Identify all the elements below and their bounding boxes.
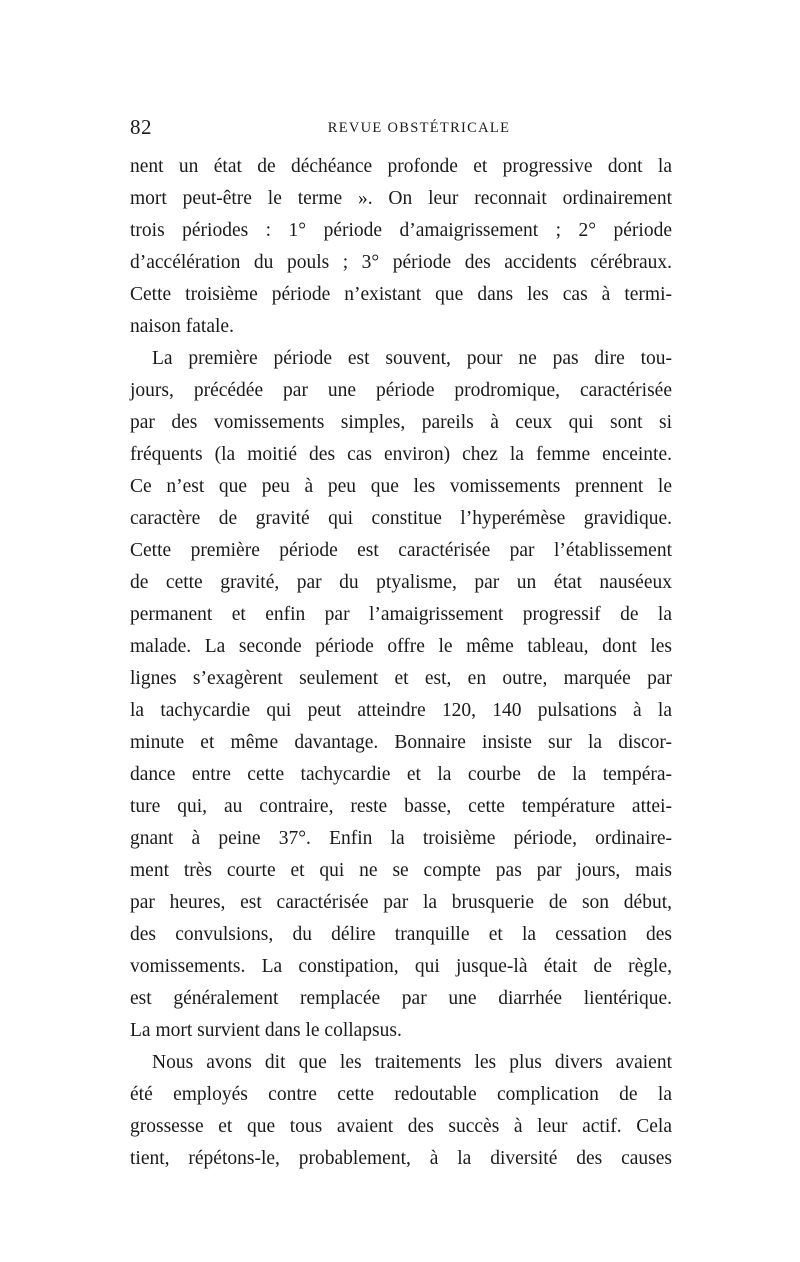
text-line: naison fatale. bbox=[130, 316, 234, 337]
text-line: La mort survient dans le collapsus. bbox=[130, 1020, 402, 1041]
text-line: La première période est souvent, pour ne pas dire tou- bbox=[152, 348, 672, 369]
text-line: jours, précédée par une période prodromique, caractérisée bbox=[130, 380, 672, 401]
text-line: fréquents (la moitié des cas environ) chez la femme enceinte. bbox=[130, 444, 672, 465]
text-line: Cette troisième période n’existant que dans les cas à termi- bbox=[130, 284, 672, 305]
text-line: malade. La seconde période offre le même tableau, dont les bbox=[130, 636, 672, 657]
text-line: mort peut-être le terme ». On leur reconnait ordinairement bbox=[130, 188, 672, 209]
text-line: par des vomissements simples, pareils à ceux qui sont si bbox=[130, 412, 672, 433]
text-line: minute et même davantage. Bonnaire insiste sur la discor- bbox=[130, 732, 672, 753]
text-line: ment très courte et qui ne se compte pas par jours, mais bbox=[130, 860, 672, 881]
running-title: REVUE OBSTÉTRICALE bbox=[327, 120, 511, 136]
text-line: nent un état de déchéance profonde et progressive dont la bbox=[130, 156, 672, 177]
text-line: par heures, est caractérisée par la brusquerie de son début, bbox=[130, 892, 672, 913]
text-line: permanent et enfin par l’amaigrissement progressif de la bbox=[130, 604, 672, 625]
text-line: gnant à peine 37°. Enfin la troisième période, ordinaire- bbox=[130, 828, 672, 849]
text-line: dance entre cette tachycardie et la courbe de la tempéra- bbox=[130, 764, 672, 785]
text-line: ture qui, au contraire, reste basse, cette température attei- bbox=[130, 796, 672, 817]
text-line: Ce n’est que peu à peu que les vomissements prennent le bbox=[130, 476, 672, 497]
page-number: 82 bbox=[130, 115, 152, 139]
text-line: de cette gravité, par du ptyalisme, par un état nauséeux bbox=[130, 572, 672, 593]
body-text bbox=[130, 151, 672, 1175]
text-line: des convulsions, du délire tranquille et la cessation des bbox=[130, 924, 672, 945]
text-line: grossesse et que tous avaient des succès à leur actif. Cela bbox=[130, 1116, 672, 1137]
text-line: tient, répétons-le, probablement, à la diversité des causes bbox=[130, 1148, 672, 1169]
text-line: la tachycardie qui peut atteindre 120, 140 pulsations à la bbox=[130, 700, 672, 721]
text-line: d’accélération du pouls ; 3° période des accidents cérébraux. bbox=[130, 252, 672, 273]
text-line: trois périodes : 1° période d’amaigrissement ; 2° période bbox=[130, 220, 672, 241]
text-line: Nous avons dit que les traitements les plus divers avaient bbox=[152, 1052, 672, 1073]
text-line: est généralement remplacée par une diarrhée lientérique. bbox=[130, 988, 672, 1009]
text-line: Cette première période est caractérisée par l’établissement bbox=[130, 540, 672, 561]
running-header bbox=[130, 114, 672, 140]
text-line: été employés contre cette redoutable complication de la bbox=[130, 1084, 672, 1105]
text-line: caractère de gravité qui constitue l’hyperémèse gravidique. bbox=[130, 508, 672, 529]
text-line: vomissements. La constipation, qui jusque-là était de règle, bbox=[130, 956, 672, 977]
text-line: lignes s’exagèrent seulement et est, en outre, marquée par bbox=[130, 668, 672, 689]
